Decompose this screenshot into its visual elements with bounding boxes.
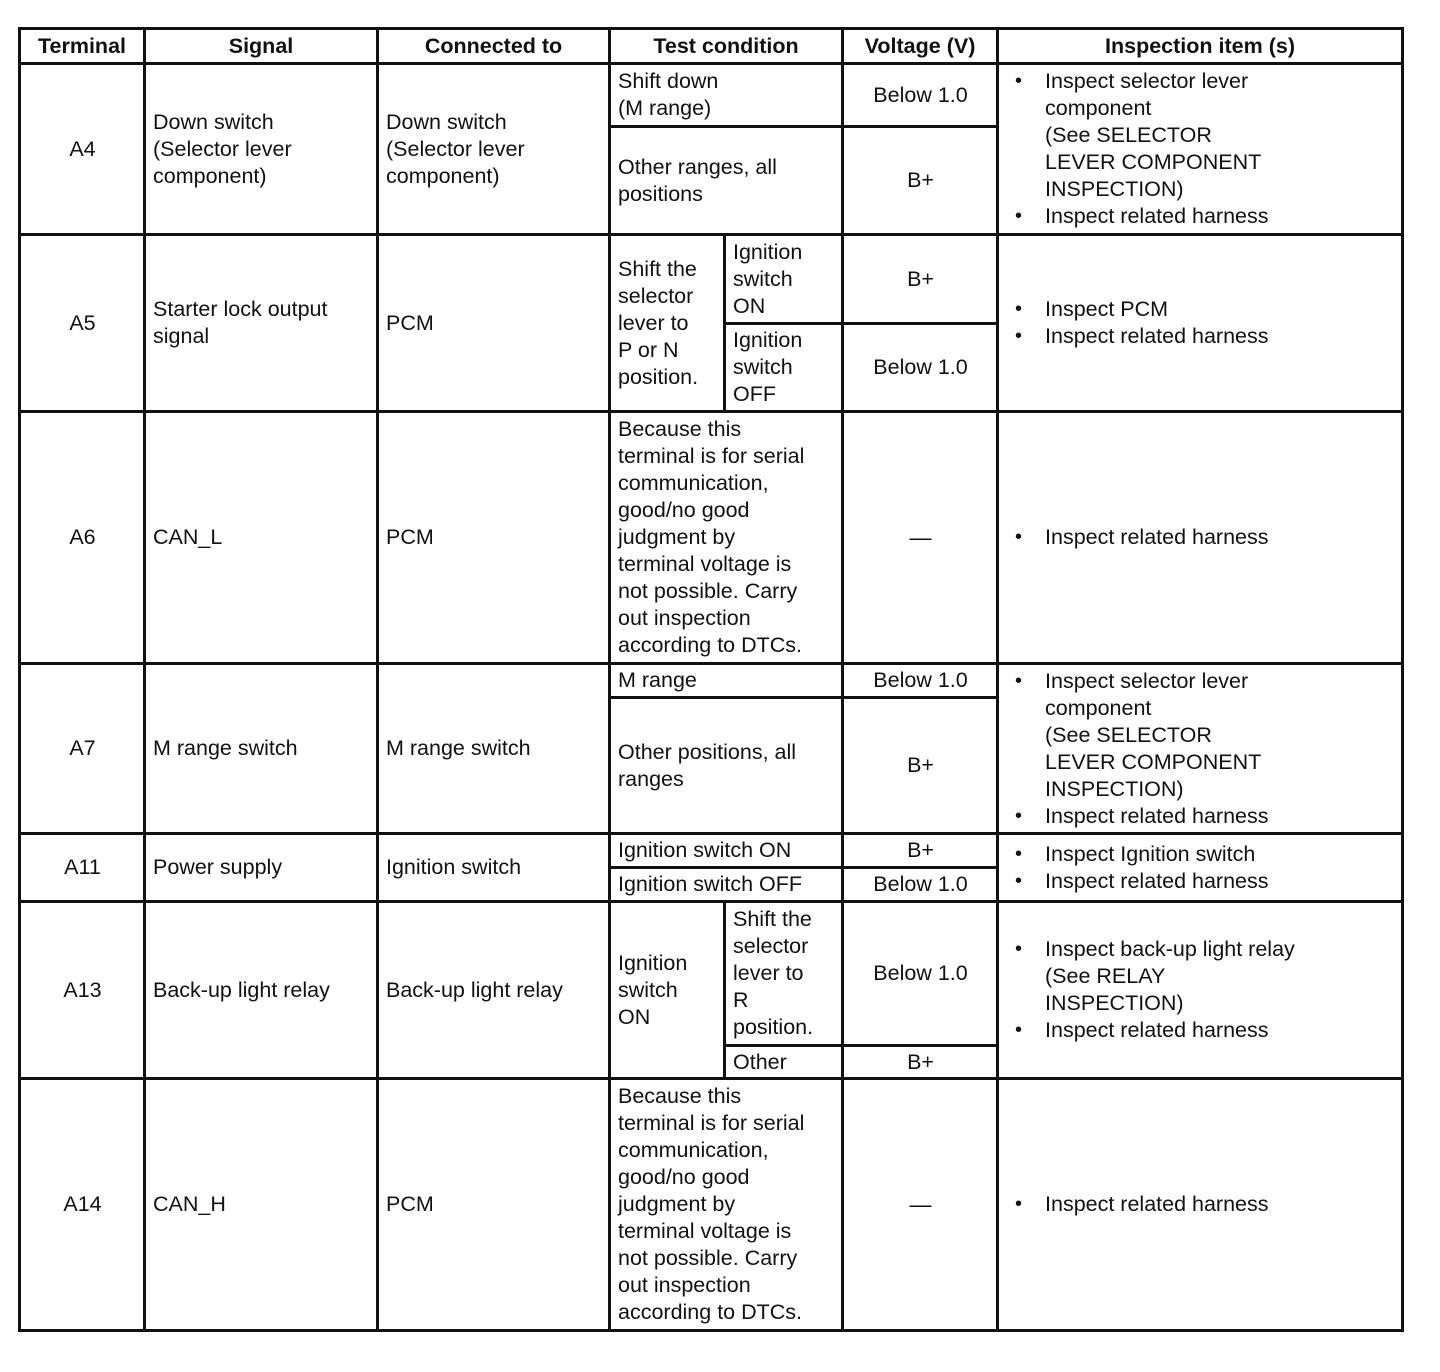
inspection-cell: [998, 664, 1403, 834]
inspection-cell: [998, 412, 1403, 664]
header-connected-to: Connected to: [378, 29, 610, 64]
terminal-cell: A11: [20, 834, 145, 902]
test-condition-cell: Shift down (M range): [610, 64, 843, 127]
header-inspection: Inspection item (s): [998, 29, 1403, 64]
signal-cell: CAN_H: [145, 1079, 378, 1331]
voltage-cell: —: [843, 412, 998, 664]
test-condition-cell: Other ranges, all positions: [610, 127, 843, 235]
voltage-cell: Below 1.0: [843, 64, 998, 127]
voltage-cell: Below 1.0: [843, 324, 998, 412]
header-voltage: Voltage (V): [843, 29, 998, 64]
voltage-cell: B+: [843, 235, 998, 324]
test-condition-cell: Ignition switch ON: [610, 834, 843, 868]
voltage-cell: B+: [843, 127, 998, 235]
inspection-cell: [998, 834, 1403, 902]
signal-cell: Back-up light relay: [145, 902, 378, 1079]
terminal-cell: A7: [20, 664, 145, 834]
test-condition-cell: Ignition switch OFF: [610, 868, 843, 902]
inspection-cell: [998, 1079, 1403, 1331]
inspection-list: [1006, 841, 1395, 895]
inspection-list: [1006, 668, 1395, 830]
terminal-cell: A4: [20, 64, 145, 235]
inspection-item: • Inspect related harness: [1006, 323, 1395, 350]
test-condition-cell: Ignition switch ON: [610, 902, 725, 1079]
signal-cell: Power supply: [145, 834, 378, 902]
inspection-list: [1006, 68, 1395, 230]
table-row: [20, 64, 1403, 127]
connected-to-cell: PCM: [378, 412, 610, 664]
test-subcondition-cell: Other: [725, 1046, 843, 1079]
inspection-list: [1006, 524, 1395, 551]
inspection-list: [1006, 296, 1395, 350]
test-condition-cell: Other positions, all ranges: [610, 698, 843, 834]
inspection-item: • Inspect selector lever component (See SELECTOR LEVER COMPONENT INSPECTION): [1006, 668, 1395, 803]
inspection-item: • Inspect selector lever component (See SELECTOR LEVER COMPONENT INSPECTION): [1006, 68, 1395, 203]
voltage-cell: Below 1.0: [843, 868, 998, 902]
voltage-cell: B+: [843, 698, 998, 834]
inspection-item: • Inspect Ignition switch: [1006, 841, 1395, 868]
voltage-cell: B+: [843, 834, 998, 868]
table-row: [20, 412, 1403, 664]
voltage-cell: Below 1.0: [843, 664, 998, 698]
terminal-voltage-table: [18, 27, 1404, 1332]
test-subcondition-cell: Ignition switch OFF: [725, 324, 843, 412]
connected-to-cell: Ignition switch: [378, 834, 610, 902]
inspection-item: • Inspect related harness: [1006, 868, 1395, 895]
connected-to-cell: M range switch: [378, 664, 610, 834]
inspection-cell: [998, 64, 1403, 235]
terminal-cell: A6: [20, 412, 145, 664]
inspection-item: • Inspect back-up light relay (See RELAY INSPECTION): [1006, 936, 1395, 1017]
inspection-item: • Inspect related harness: [1006, 1017, 1395, 1044]
table-row: [20, 1079, 1403, 1331]
test-subcondition-cell: Shift the selector lever to R position.: [725, 902, 843, 1046]
inspection-item: • Inspect related harness: [1006, 1191, 1395, 1218]
connected-to-cell: Back-up light relay: [378, 902, 610, 1079]
inspection-list: [1006, 936, 1395, 1044]
header-row: [20, 29, 1403, 64]
terminal-cell: A14: [20, 1079, 145, 1331]
terminal-cell: A13: [20, 902, 145, 1079]
inspection-item: • Inspect PCM: [1006, 296, 1395, 323]
table-row: [20, 902, 1403, 1046]
signal-cell: M range switch: [145, 664, 378, 834]
signal-cell: CAN_L: [145, 412, 378, 664]
inspection-item: • Inspect related harness: [1006, 803, 1395, 830]
inspection-cell: [998, 235, 1403, 412]
header-terminal: Terminal: [20, 29, 145, 64]
test-subcondition-cell: Ignition switch ON: [725, 235, 843, 324]
test-condition-cell: M range: [610, 664, 843, 698]
terminal-cell: A5: [20, 235, 145, 412]
voltage-cell: —: [843, 1079, 998, 1331]
signal-cell: Starter lock output signal: [145, 235, 378, 412]
table-row: [20, 664, 1403, 698]
table-row: [20, 834, 1403, 868]
test-condition-cell: Shift the selector lever to P or N position.: [610, 235, 725, 412]
header-signal: Signal: [145, 29, 378, 64]
voltage-cell: Below 1.0: [843, 902, 998, 1046]
inspection-cell: [998, 902, 1403, 1079]
test-condition-cell: Because this terminal is for serial communication, good/no good judgment by terminal voltage is not possible. Carry out inspection according to DTCs.: [610, 1079, 843, 1331]
terminal-inspection-page: [18, 27, 1401, 1332]
signal-cell: Down switch (Selector lever component): [145, 64, 378, 235]
inspection-item: • Inspect related harness: [1006, 524, 1395, 551]
inspection-item: • Inspect related harness: [1006, 203, 1395, 230]
header-test-condition: Test condition: [610, 29, 843, 64]
test-condition-cell: Because this terminal is for serial communication, good/no good judgment by terminal voltage is not possible. Carry out inspection according to DTCs.: [610, 412, 843, 664]
connected-to-cell: PCM: [378, 1079, 610, 1331]
table-row: [20, 235, 1403, 324]
voltage-cell: B+: [843, 1046, 998, 1079]
inspection-list: [1006, 1191, 1395, 1218]
connected-to-cell: PCM: [378, 235, 610, 412]
connected-to-cell: Down switch (Selector lever component): [378, 64, 610, 235]
